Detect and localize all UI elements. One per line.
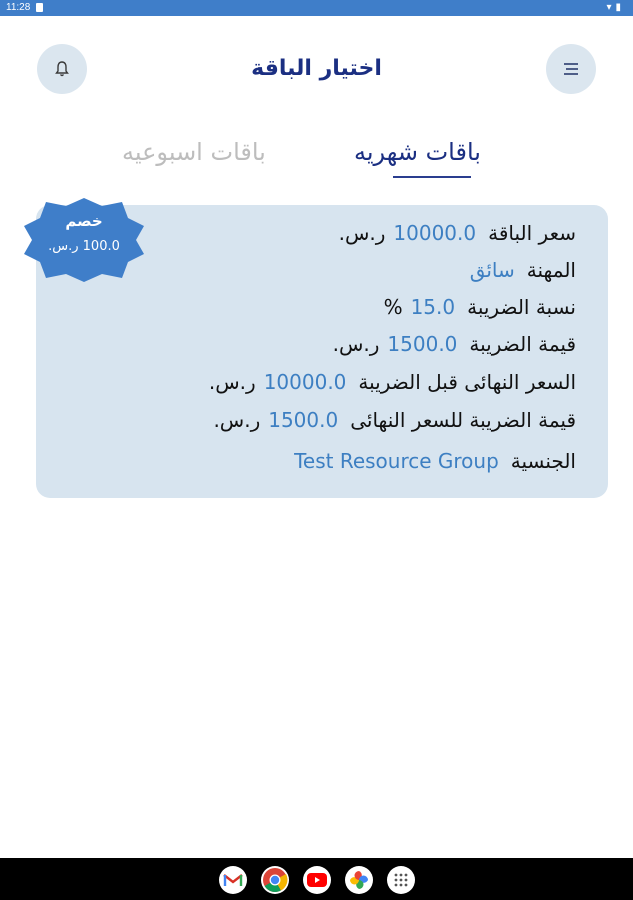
photos-icon <box>349 870 369 890</box>
status-bar <box>0 0 633 16</box>
youtube-icon <box>307 873 327 887</box>
app-header <box>0 16 633 126</box>
system-taskbar <box>0 858 633 900</box>
profession-value: سائق <box>469 258 515 282</box>
sim-icon <box>36 3 43 12</box>
tax-value-label: قيمة الضريبة <box>469 332 576 356</box>
tab-weekly[interactable]: باقات اسبوعيه <box>122 138 266 166</box>
tax-value-row <box>333 332 576 356</box>
discount-amount: 100.0 ر.س. <box>48 239 120 254</box>
profession-label: المهنة <box>526 258 576 282</box>
page-title: اختيار الباقة <box>251 56 382 81</box>
active-tab-indicator <box>393 176 471 178</box>
photos-app[interactable] <box>345 866 373 894</box>
nationality-label: الجنسية <box>510 449 576 473</box>
status-time: 11:28 <box>6 2 31 13</box>
youtube-app[interactable] <box>303 866 331 894</box>
gmail-icon <box>223 872 243 888</box>
tax-value-unit: ر.س. <box>332 332 380 356</box>
wifi-icon: ▾ <box>606 2 616 13</box>
tax-on-final-value: 1500.0 <box>268 408 339 432</box>
nationality-value: Test Resource Group <box>294 449 499 473</box>
profession-row <box>462 258 576 282</box>
price-row <box>339 221 576 245</box>
tax-rate-unit: % <box>383 295 403 319</box>
final-before-tax-label: السعر النهائى قبل الضريبة <box>358 370 576 394</box>
package-tabs <box>0 138 633 182</box>
chrome-app[interactable] <box>261 866 289 894</box>
discount-title: خصم <box>65 212 103 230</box>
tax-rate-value: 15.0 <box>410 295 456 319</box>
final-before-tax-value: 10000.0 <box>263 370 347 394</box>
menu-button[interactable] <box>546 44 596 94</box>
final-before-tax-unit: ر.س. <box>208 370 256 394</box>
tax-on-final-label: قيمة الضريبة للسعر النهائى <box>350 408 576 432</box>
tab-monthly[interactable]: باقات شهريه <box>354 138 481 166</box>
apps-icon <box>394 873 408 887</box>
final-before-tax-row <box>209 370 576 394</box>
discount-badge <box>22 198 146 282</box>
price-label: سعر الباقة <box>488 221 576 245</box>
battery-icon: ▮ <box>615 2 625 13</box>
chrome-icon <box>262 867 288 893</box>
nationality-row <box>286 449 576 473</box>
app-drawer-button[interactable] <box>387 866 415 894</box>
tax-value-value: 1500.0 <box>387 332 458 356</box>
tax-on-final-row <box>213 408 576 432</box>
tax-rate-label: نسبة الضريبة <box>467 295 576 319</box>
price-value: 10000.0 <box>393 221 477 245</box>
status-icons <box>606 2 625 13</box>
menu-icon <box>562 61 580 77</box>
tax-on-final-unit: ر.س. <box>213 408 261 432</box>
price-unit: ر.س. <box>338 221 386 245</box>
tax-rate-row <box>384 295 576 319</box>
gmail-app[interactable] <box>219 866 247 894</box>
